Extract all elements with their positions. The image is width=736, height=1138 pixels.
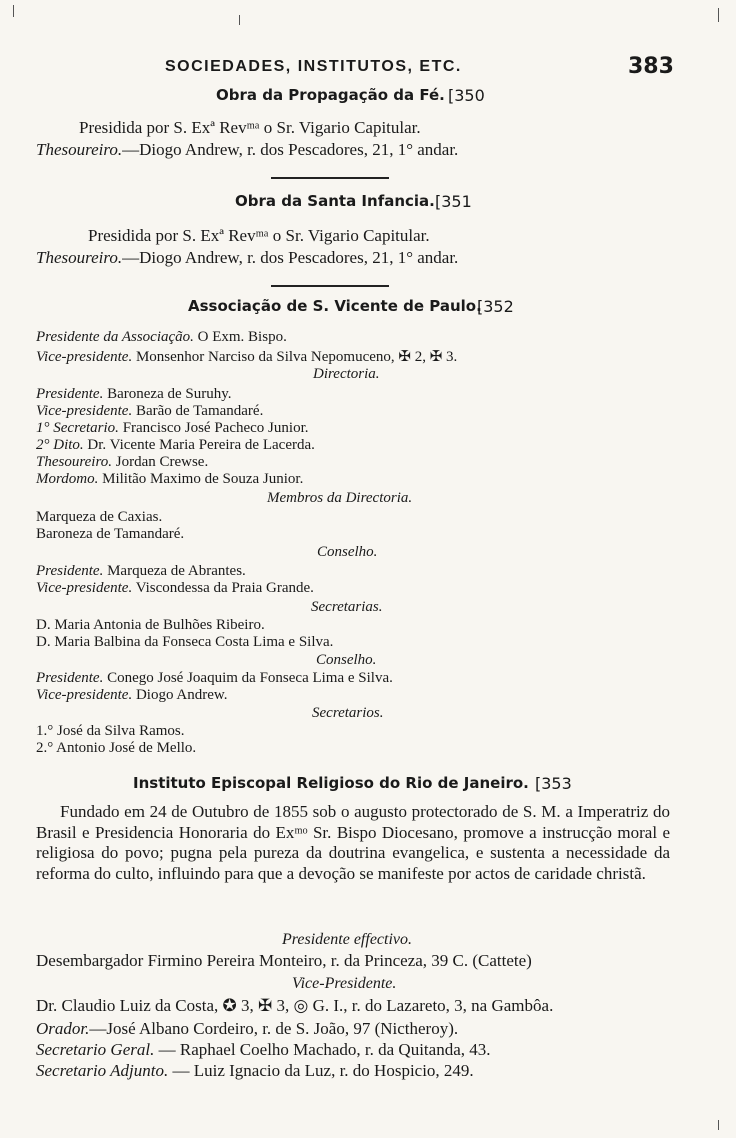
- directoria-row: [36, 437, 315, 454]
- secretaria-item: D. Maria Balbina da Fonseca Costa Lima e Silva.: [36, 634, 334, 650]
- role-text: —Diogo Andrew, r. dos Pescadores, 21, 1° andar.: [122, 140, 459, 159]
- section-heading-instituto: [133, 774, 572, 793]
- role-text: Baroneza de Suruhy.: [107, 386, 232, 402]
- role-label: Secretario Geral.: [36, 1040, 155, 1059]
- section-heading-infancia: [235, 192, 472, 211]
- secretario-item: 1.° José da Silva Ramos.: [36, 723, 185, 739]
- directoria-row: [36, 403, 263, 420]
- section-title: Obra da Santa Infancia.: [235, 192, 435, 210]
- role-text: Marqueza de Abrantes.: [107, 563, 246, 579]
- print-mark: [239, 15, 240, 25]
- role-text: Barão de Tamandaré.: [135, 403, 264, 419]
- vice-caption: Vice-Presidente.: [292, 975, 397, 992]
- directoria-row: [36, 386, 232, 403]
- print-mark: [718, 1120, 719, 1130]
- role-label: Thesoureiro.: [36, 140, 123, 159]
- section-title: Associação de S. Vicente de Paulo.: [188, 297, 482, 315]
- section-number: [352: [477, 297, 514, 316]
- role-text: —José Albano Cordeiro, r. de S. João, 97 (Nictheroy).: [89, 1019, 459, 1038]
- role-label: Presidente.: [36, 670, 104, 686]
- print-mark: [718, 8, 719, 22]
- role-text: Militão Maximo de Souza Junior.: [102, 471, 304, 487]
- conselho-row: [36, 563, 246, 580]
- infancia-presidida: Presidida por S. Exª Revᵐᵃ o Sr. Vigario Capitular.: [88, 226, 430, 245]
- role-text: — Raphael Coelho Machado, r. da Quitanda, 43.: [158, 1040, 491, 1059]
- role-label: Secretario Adjunto.: [36, 1061, 169, 1080]
- section-title: Obra da Propagação da Fé.: [216, 86, 445, 104]
- role-label: Thesoureiro.: [36, 248, 123, 267]
- role-label: Vice-presidente.: [36, 403, 133, 419]
- secretaria-item: D. Maria Antonia de Bulhões Ribeiro.: [36, 617, 265, 633]
- section-heading-propagacao: [216, 86, 485, 105]
- role-label: Thesoureiro.: [36, 454, 112, 470]
- role-text: O Exm. Bispo.: [197, 329, 287, 345]
- section-number: [350: [448, 86, 485, 105]
- conselho-caption: Conselho.: [317, 544, 378, 560]
- vice-line: Dr. Claudio Luiz da Costa, ✪ 3, ✠ 3, ◎ G. I., r. do Lazareto, 3, na Gambôa.: [36, 996, 554, 1015]
- presidente-line: Desembargador Firmino Pereira Monteiro, r. da Princeza, 39 C. (Cattete): [36, 951, 532, 970]
- membro-item: Baroneza de Tamandaré.: [36, 526, 185, 542]
- role-label: Presidente da Associação.: [36, 329, 194, 345]
- infancia-thesoureiro: [36, 248, 458, 268]
- conselho-row: [36, 687, 228, 704]
- section-title: Instituto Episcopal Religioso do Rio de Janeiro.: [133, 774, 529, 792]
- directoria-caption: Directoria.: [313, 366, 380, 382]
- role-text: Jordan Crewse.: [115, 454, 209, 470]
- orador-line: [36, 1019, 458, 1039]
- secretarias-caption: Secretarias.: [311, 599, 383, 615]
- role-label: 2° Dito.: [36, 437, 84, 453]
- role-text: Diogo Andrew.: [135, 687, 228, 703]
- directoria-row: [36, 420, 308, 437]
- secretario-item: 2.° Antonio José de Mello.: [36, 740, 197, 756]
- propagacao-thesoureiro: [36, 140, 458, 160]
- section-heading-vicente: [188, 297, 514, 316]
- role-label: Presidente.: [36, 386, 104, 402]
- secretario-geral-line: [36, 1040, 491, 1060]
- role-text: Viscondessa da Praia Grande.: [135, 580, 314, 596]
- paragraph-text: Fundado em 24 de Outubro de 1855 sob o augusto protectorado de S. M. a Imperatriz do Brasil e Presidencia Honoraria do Exᵐᵒ Sr. Bispo Diocesano, promove a instrucção moral e religiosa do povo; pugna pela pureza da doutrina evangelica, e sustenta a necessidade da reforma do culto, influindo para que a devoção se manifeste por actos de caridade christã.: [36, 802, 670, 883]
- section-number: [351: [435, 192, 472, 211]
- membro-item: Marqueza de Caxias.: [36, 509, 163, 525]
- propagacao-presidida: Presidida por S. Exª Revᵐᵃ o Sr. Vigario Capitular.: [79, 118, 421, 137]
- role-label: Vice-presidente.: [36, 687, 133, 703]
- conselho-row: [36, 580, 314, 597]
- role-text: Monsenhor Narciso da Silva Nepomuceno, ✠ 2, ✠ 3.: [135, 349, 458, 365]
- membros-caption: Membros da Directoria.: [267, 490, 413, 506]
- section-divider: [271, 285, 389, 287]
- conselho-row: [36, 670, 393, 687]
- secretario-adjunto-line: [36, 1061, 474, 1081]
- conselho-caption: Conselho.: [316, 652, 377, 668]
- role-text: Dr. Vicente Maria Pereira de Lacerda.: [87, 437, 315, 453]
- vicente-presidente: [36, 329, 287, 346]
- role-label: Presidente.: [36, 563, 104, 579]
- role-label: Vice-presidente.: [36, 349, 133, 365]
- section-number: [353: [535, 774, 572, 793]
- role-text: Francisco José Pacheco Junior.: [122, 420, 309, 436]
- running-title: SOCIEDADES, INSTITUTOS, ETC.: [165, 58, 462, 75]
- role-text: — Luiz Ignacio da Luz, r. do Hospicio, 249.: [172, 1061, 474, 1080]
- role-label: Orador.: [36, 1019, 90, 1038]
- presidente-caption: Presidente effectivo.: [282, 931, 413, 948]
- role-text: —Diogo Andrew, r. dos Pescadores, 21, 1° andar.: [122, 248, 459, 267]
- role-text: Conego José Joaquim da Fonseca Lima e Silva.: [107, 670, 393, 686]
- role-label: Vice-presidente.: [36, 580, 133, 596]
- directoria-row: [36, 471, 303, 488]
- secretarios-caption: Secretarios.: [312, 705, 384, 721]
- role-label: 1° Secretario.: [36, 420, 119, 436]
- print-mark: [13, 5, 14, 17]
- directoria-row: [36, 454, 208, 471]
- section-divider: [271, 177, 389, 179]
- instituto-paragraph: [36, 802, 670, 884]
- page-number: 383: [628, 54, 674, 79]
- vicente-vice: [36, 347, 457, 366]
- role-label: Mordomo.: [36, 471, 99, 487]
